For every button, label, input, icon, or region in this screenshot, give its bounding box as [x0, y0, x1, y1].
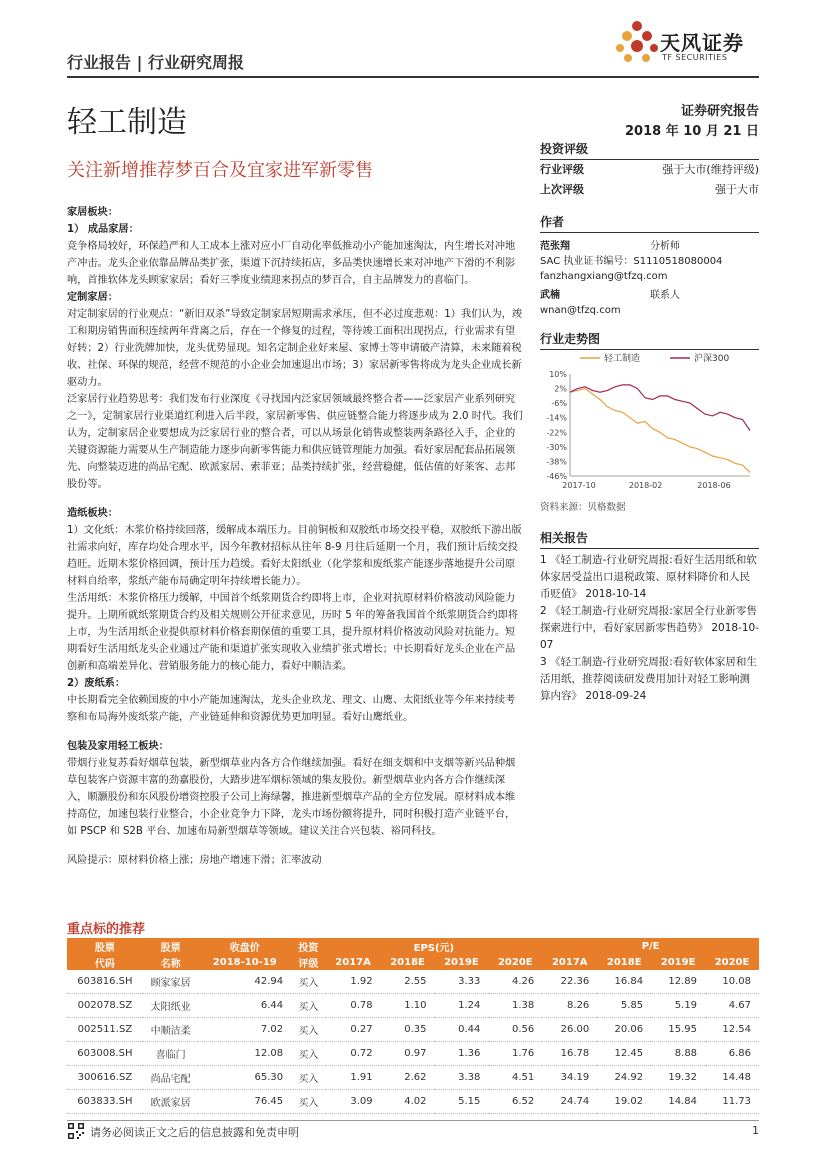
- table-header-row: [67, 938, 759, 954]
- table-cell: 65.30: [198, 1066, 291, 1090]
- table-cell: 0.97: [381, 1042, 435, 1066]
- y-tick-label: -38%: [546, 457, 567, 467]
- chart-source: 资料来源：贝格数据: [540, 502, 626, 513]
- y-tick-label: 10%: [549, 370, 567, 379]
- chart-heading: 行业走势图: [540, 330, 759, 350]
- section-heading: 包装及家用轻工板块：: [67, 741, 169, 752]
- table-cell: 喜临门: [143, 1042, 199, 1066]
- table-cell: 5.19: [651, 994, 705, 1018]
- table-cell: 顾家家居: [143, 970, 199, 994]
- table-cell: 0.78: [326, 994, 381, 1018]
- author-name: 范张翔: [540, 241, 570, 252]
- table-subheader: 2017A: [542, 954, 597, 970]
- series-line-2: [570, 385, 750, 431]
- x-tick-label: 2018-02: [628, 481, 663, 490]
- related-report-link[interactable]: 3 《轻工制造-行业研究周报:看好软体家居和生活用纸，推荐阅读研发费用加计对轻工影响测算内容》 2018-09-24: [540, 656, 757, 702]
- author-license: SAC 执业证书编号：S1110518080004: [540, 256, 723, 267]
- table-cell: 5.15: [434, 1090, 488, 1114]
- table-cell: 0.27: [326, 1018, 381, 1042]
- section-heading: 造纸板块：: [67, 508, 118, 519]
- related-section: [540, 529, 759, 705]
- footer-disclaimer: 请务必阅读正文之后的信息披露和免责申明: [90, 1126, 299, 1139]
- series-line-1: [570, 389, 750, 473]
- table-cell: 6.52: [488, 1090, 542, 1114]
- prev-rating-value: 强于大市: [715, 183, 759, 196]
- footer-divider: [67, 1120, 759, 1121]
- table-subheader: 2019E: [651, 954, 705, 970]
- table-cell: 4.26: [488, 970, 542, 994]
- table-cell: 买入: [291, 994, 325, 1018]
- table-cell: 10.08: [705, 970, 759, 994]
- table-header: EPS(元): [326, 938, 543, 954]
- report-subtitle: 关注新增推荐梦百合及宜家进军新零售: [67, 160, 373, 181]
- prev-rating-label: 上次评级: [540, 183, 584, 196]
- sub-heading: 1） 成品家居：: [67, 224, 139, 235]
- table-cell: 34.19: [542, 1066, 597, 1090]
- table-subheader: 2019E: [434, 954, 488, 970]
- table-cell: 16.84: [597, 970, 651, 994]
- section-heading: 家居板块：: [67, 207, 118, 218]
- author-name: 武楠: [540, 290, 560, 301]
- table-header: 投资: [291, 938, 325, 954]
- table-cell: 买入: [291, 970, 325, 994]
- page-number: 1: [752, 1124, 759, 1137]
- table-cell: 16.78: [542, 1042, 597, 1066]
- table-cell: 002078.SZ: [67, 994, 143, 1018]
- table-cell: 603833.SH: [67, 1090, 143, 1114]
- table-cell: 1.91: [326, 1066, 381, 1090]
- table-cell: 1.38: [488, 994, 542, 1018]
- y-tick-label: -30%: [546, 442, 567, 452]
- rating-label: 行业评级: [540, 163, 584, 176]
- table-cell: 6.86: [705, 1042, 759, 1066]
- y-tick-label: -46%: [546, 472, 567, 481]
- table-cell: 4.51: [488, 1066, 542, 1090]
- y-tick-label: -6%: [551, 399, 567, 409]
- table-row: [67, 1042, 759, 1066]
- table-cell: 20.06: [597, 1018, 651, 1042]
- table-subheader: 2017A: [326, 954, 381, 970]
- table-cell: 12.45: [597, 1042, 651, 1066]
- table-cell: 0.35: [381, 1018, 435, 1042]
- table-cell: 6.44: [198, 994, 291, 1018]
- table-cell: 12.54: [705, 1018, 759, 1042]
- report-date: 2018 年 10 月 21 日: [625, 124, 759, 139]
- table-cell: 24.74: [542, 1090, 597, 1114]
- report-type: 证券研究报告: [680, 104, 759, 119]
- table-row: [67, 1090, 759, 1114]
- table-cell: 1.76: [488, 1042, 542, 1066]
- paragraph: 生活用纸：木浆价格压力缓解，中国首个纸浆期货合约即将上市，企业对抗原材料价格波动风险能力提升。上期所就纸浆期货合约及相关规则公开征求意见，历时 5 年的筹备我国首个纸浆期货合约即将上市，为生活用纸企业提供原材料价格套期保值的重要工具，提升原材料价格波动风险对抗能力。短期看好生活用纸龙头企业通过产能和渠道扩张实现收入业绩扩张式增长；中长期看好龙头企业在产品创新和高端差异化、营销服务能力的核心能力，看好中顺洁柔。: [67, 593, 519, 672]
- table-cell: 15.95: [651, 1018, 705, 1042]
- table-cell: 买入: [291, 1090, 325, 1114]
- table-cell: 买入: [291, 1066, 325, 1090]
- x-tick-label: 2018-06: [697, 481, 731, 490]
- table-row: [67, 970, 759, 994]
- table-cell: 1.10: [381, 994, 435, 1018]
- company-logo-icon: [612, 18, 662, 68]
- table-row: [67, 994, 759, 1018]
- rating-heading: 投资评级: [540, 140, 759, 160]
- table-subheader: 2018E: [381, 954, 435, 970]
- table-row: [67, 1066, 759, 1090]
- legend-label: 轻工制造: [604, 354, 641, 364]
- table-cell: 8.88: [651, 1042, 705, 1066]
- table-cell: 2.55: [381, 970, 435, 994]
- author-title: 分析师: [650, 241, 680, 252]
- table-cell: 12.08: [198, 1042, 291, 1066]
- table-cell: 0.44: [434, 1018, 488, 1042]
- risk-note: 风险提示：原材料价格上涨；房地产增速下滑；汇率波动: [67, 855, 322, 866]
- table-title: 重点标的推荐: [67, 922, 146, 937]
- table-cell: 太阳纸业: [143, 994, 199, 1018]
- table-cell: 1.24: [434, 994, 488, 1018]
- table-cell: 8.26: [542, 994, 597, 1018]
- table-header: P/E: [542, 938, 759, 954]
- table-subheader: 名称: [143, 954, 199, 970]
- table-header-row: [67, 954, 759, 970]
- table-cell: 1.36: [434, 1042, 488, 1066]
- table-header: 股票: [143, 938, 199, 954]
- rating-section: [540, 140, 759, 200]
- x-tick-label: 2017-10: [562, 481, 596, 490]
- table-cell: 3.09: [326, 1090, 381, 1114]
- table-cell: 尚品宅配: [143, 1066, 199, 1090]
- paragraph: 带烟行业复苏看好烟草包装，新型烟草业内各方合作继续加强。看好在细支烟和中支烟等新兴品种烟草包装客户资源丰富的劲嘉股份，大踏步进军烟标领域的集友股份。新型烟草业内各方合作继续深入，顺灏股份和东风股份增资控股子公司上海绿馨，推进新型烟草产品的全方位发展。原材料成本维持高位，加速包装行业整合，小企业竞争力下降，龙头市场份额将提升，同时积极打造产业链平台，如 PSCP 和 S2B 平台、加速布局新型烟草等领域。建议关注合兴包装、裕同科技。: [67, 758, 516, 837]
- related-heading: 相关报告: [540, 529, 759, 549]
- table-cell: 7.02: [198, 1018, 291, 1042]
- table-cell: 3.38: [434, 1066, 488, 1090]
- table-subheader: 2020E: [705, 954, 759, 970]
- qr-code-icon: [67, 1122, 85, 1140]
- author-section: [540, 213, 759, 318]
- sub-heading: 2）废纸系：: [67, 678, 126, 689]
- table-cell: 14.48: [705, 1066, 759, 1090]
- table-subheader: 2018-10-19: [198, 954, 291, 970]
- table-cell: 76.45: [198, 1090, 291, 1114]
- table-cell: 5.85: [597, 994, 651, 1018]
- table-cell: 19.02: [597, 1090, 651, 1114]
- table-cell: 中顺洁柔: [143, 1018, 199, 1042]
- table-cell: 12.89: [651, 970, 705, 994]
- related-report-link[interactable]: 2 《轻工制造-行业研究周报:家居全行业新零售探索进行中，看好家居新零售趋势》 2018-10-07: [540, 605, 759, 651]
- table-cell: 1.92: [326, 970, 381, 994]
- table-cell: 19.32: [651, 1066, 705, 1090]
- table-cell: 3.33: [434, 970, 488, 994]
- table-cell: 2.62: [381, 1066, 435, 1090]
- table-cell: 22.36: [542, 970, 597, 994]
- table-header: 收盘价: [198, 938, 291, 954]
- table-cell: 11.73: [705, 1090, 759, 1114]
- industry-title: 轻工制造: [67, 105, 187, 140]
- table-subheader: 评级: [291, 954, 325, 970]
- paragraph: 竞争格局较好，环保趋严和人工成本上涨对应小厂自动化率低推动小产能加速淘汰，内生增长对冲地产冲击。龙头企业依靠品牌品类扩张，渠道下沉持续拓店，多品类快速增长来对冲地产下滑的不利影响，首推软体龙头顾家家居；看好三季度业绩迎来拐点的梦百合，自主品牌发力的喜临门。: [67, 241, 516, 286]
- author-email[interactable]: fanzhangxiang@tfzq.com: [540, 271, 668, 282]
- table-cell: 42.94: [198, 970, 291, 994]
- logo-name-cn: 天风证券: [660, 31, 744, 55]
- table-cell: 买入: [291, 1018, 325, 1042]
- table-subheader: 2018E: [597, 954, 651, 970]
- table-cell: 603008.SH: [67, 1042, 143, 1066]
- header-divider: [67, 76, 759, 78]
- table-cell: 欧派家居: [143, 1090, 199, 1114]
- table-cell: 买入: [291, 1042, 325, 1066]
- table-cell: 26.00: [542, 1018, 597, 1042]
- y-tick-label: -14%: [546, 413, 567, 423]
- logo-name-en: TF SECURITIES: [662, 53, 728, 62]
- table-cell: 603816.SH: [67, 970, 143, 994]
- report-category: 行业报告 | 行业研究周报: [67, 53, 244, 72]
- y-tick-label: 2%: [554, 384, 567, 394]
- author-heading: 作者: [540, 213, 759, 233]
- author-title: 联系人: [650, 290, 680, 301]
- table-cell: 4.67: [705, 994, 759, 1018]
- paragraph: 1）文化纸：木浆价格持续回落，缓解成本端压力。目前铜板和双胶纸市场交投平稳，双胶纸下游出版社需求向好，库存均处合理水平，因今年教材招标从往年 8-9 月往后延期一个月，我们预计后续交投趋旺。近期木浆价格回调，预计压力趋缓。看好太阳纸业（化学浆和废纸浆产能逐步落地提升公司原材料自给率，浆纸产能布局确定明年持续增长能力）。: [67, 525, 522, 587]
- main-body: [67, 204, 524, 869]
- paragraph: 中长期看完全依赖国废的中小产能加速淘汰，龙头企业玖龙、理文、山鹰、太阳纸业等今年来持续考察和布局海外废纸浆产能，产业链延伸和资源优势更加明显。看好山鹰纸业。: [67, 695, 516, 723]
- related-report-link[interactable]: 1 《轻工制造-行业研究周报:看好生活用纸和软体家居受益出口退税政策、原材料降价和人民币贬值》 2018-10-14: [540, 554, 757, 600]
- table-cell: 4.02: [381, 1090, 435, 1114]
- y-tick-label: -22%: [546, 428, 567, 438]
- industry-trend-chart: [540, 346, 759, 496]
- table-cell: 0.56: [488, 1018, 542, 1042]
- paragraph: 对定制家居的行业观点：“新旧双杀”导致定制家居短期需求承压，但不必过度悲观：1）我们认为，竣工和期房销售面积连续两年背离之后，存在一个修复的过程，等待竣工面积出现拐点，行业需求有望好转；2）行业洗牌加快，龙头优势显现。知名定制企业好来屋、家博士等申请破产清算，未来随着税收、社保、环保的规范，经营不规范的小企业会加速退出市场；3）家居新零售将成为龙头企业成长新驱动力。: [67, 309, 523, 388]
- author-email[interactable]: wnan@tfzq.com: [540, 305, 621, 316]
- table-cell: 24.92: [597, 1066, 651, 1090]
- rating-value: 强于大市(维持评级): [662, 163, 759, 176]
- table-cell: 300616.SZ: [67, 1066, 143, 1090]
- legend-label: 沪深300: [694, 354, 730, 364]
- sub-heading: 定制家居：: [67, 292, 118, 303]
- table-subheader: 代码: [67, 954, 143, 970]
- table-row: [67, 1018, 759, 1042]
- table-cell: 14.84: [651, 1090, 705, 1114]
- table-subheader: 2020E: [488, 954, 542, 970]
- recommendation-table: [67, 938, 759, 1114]
- table-cell: 0.72: [326, 1042, 381, 1066]
- table-header: 股票: [67, 938, 143, 954]
- table-cell: 002511.SZ: [67, 1018, 143, 1042]
- paragraph: 泛家居行业趋势思考：我们发布行业深度《寻找国内泛家居领域最终整合者——泛家居产业系列研究之一》，定制家居行业渠道红利进入后半段，家居新零售、供应链整合能力将逐步成为 2.0 时代。我们认为，定制家居企业要想成为泛家居行业的整合者，可以从场景化销售或整装两条路径入手，企业的关键资源能力需要从生产制造能力逐步向新零售能力和供应链管理能力加强。看好家居配套品拓展领先、向整装迈进的尚品宅配、欧派家居、索菲亚；品类持续扩张，经营稳健，低估值的好莱客、志邦股份等。: [67, 394, 523, 490]
